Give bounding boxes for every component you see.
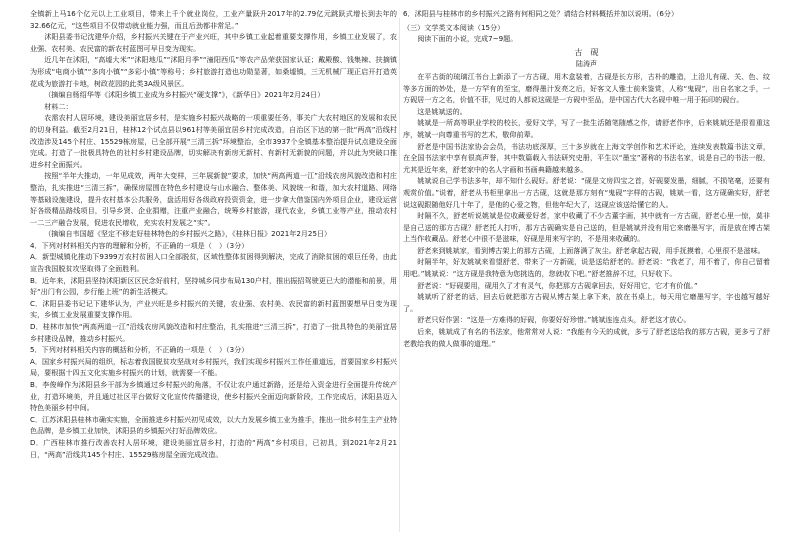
column-divider <box>399 18 400 532</box>
option: A．新型城镇化推动下9399万农村贫困人口全部脱贫，区域性整体贫困得到解决，完成了消除贫困的艰巨任务，由此宣告我国脱贫攻坚取得了全面胜利。 <box>30 252 397 274</box>
story-author: 陆涛声 <box>575 59 598 69</box>
paragraph: 农需农村人居环境，建设美丽宜居乡村，是实施乡村振兴战略的一项重要任务，事关广大农村地区的发展和农民的切身利益。截至2月21日，桂林12个试点县以961村等美丽宜居乡村完成改造，自治区下达的第一批“两高”沿线村改造涉及145个村庄、15529栋房屋，已全部开展“三清三拆”环境整治，全市3937个全镇基本整治提升试点建设全面完成。打造了一批极具特色的社村乡村建设品牌，切实解决有新房无新村、有新村无新貌的问题，并以此为突破口推进乡村全面振兴。 <box>30 113 397 169</box>
right-column <box>403 8 770 349</box>
story-paragraph: 姚斌听了舒老的话，回去后就把那方古砚从博古架上拿下来，放在书桌上，每天用它磨墨写字，字也越写越好了。 <box>403 292 770 313</box>
story-paragraph: 舒老说：“好砚要用，砚用久了才有灵气，你把那方古砚拿回去，好好用它，它才有价值。” <box>417 280 698 290</box>
section-heading: （三）文学类文本阅读（15分） <box>403 22 505 32</box>
story-paragraph: 舒老只好作罢：“这是一方难得的好砚，你要好好珍惜。”姚斌连连点头，舒老这才放心。 <box>417 315 691 325</box>
paragraph: 沭阳县委书记沈建华介绍，乡村振兴关键在于产业兴旺，其中乡镇工业起着重要支撑作用，乡镇工业发展了，农业强、农村美、农民富的新农村蓝图可早日变为现实。 <box>30 32 397 53</box>
story-paragraph: 姚斌说自己学书法多年，却不知什么砚好。舒老说：“砚是文房四宝之首，好砚要发墨，细腻，不损笔毫，还要有观赏价值。”说着，舒老从书柜里拿出一方古砚，这就是那方刻有“鬼砚”字样的古砚，姚斌一看，这方砚确实好，舒老说这砚跟随他好几十年了，是他的心爱之物，但他年纪大了，这砚应该送给懂它的人。 <box>403 176 770 209</box>
story-paragraph: 舒老来到姚斌家，看到博古架上的那方古砚，上面落满了灰尘。舒老拿起古砚，用手抚摸着，心里很不是滋味。 <box>417 245 765 255</box>
left-column <box>30 8 397 460</box>
material-heading: 材料二： <box>44 101 73 111</box>
story-paragraph: 时隔不久，舒老听说姚斌是位收藏爱好者，家中收藏了不少古董字画，其中就有一方古砚，舒老心里一惊，莫非是自己送的那方古砚？舒老托人打听，那方古砚确实是自己送的，但是姚斌并没有用它来磨墨写字，而是放在博古架上当作收藏品。舒老心中很不是滋味，好砚是用来写字的，不是用来收藏的。 <box>403 211 770 244</box>
question: 6．沭阳县与桂林市的乡村振兴之路有何相同之处？请结合材料概括并加以说明。（6分） <box>403 9 679 18</box>
source-citation: （摘编自杨绍华等《沭阳乡镇工业成为乡村振兴“硬支撑”》，《新华日》2021年2月24日） <box>44 90 325 100</box>
instruction: 阅读下面的小说，完成7~9题。 <box>417 34 518 44</box>
option: A．国家乡村振兴局的组织，标志着我国脱贫攻坚战对乡村振兴，我们实现乡村振兴工作任重道远，首要国家乡村振兴局，要根据十四五文化实施乡村振兴的计划，就需要一不能。 <box>30 356 397 378</box>
story-title: 古 砚 <box>574 47 599 57</box>
source-citation: （摘编自韦国超《坚定不移走好桂林特色的乡村振兴之路》，《桂林日报》2021年2月25日） <box>44 229 332 239</box>
story-paragraph: 在平古街的琉璃江书台上新添了一方古砚，用木盒装着，古砚是长方形，古朴的雕造，上沿儿有砚、关、色、纹等多方面的妙处，是一方罕有的至宝，磨得墨汁发亮之后，好客文人雅士前来鉴赏，人称“鬼砚”，出自名家之手，一方砚居一方之名，价值不菲，见过的人都说这砚是一方砚中至品，是中国古代大名砚中唯一用于拓印的砚台。 <box>403 71 770 105</box>
story-paragraph: 舒老是中国书法家协会会员，书法功底深厚，三十多岁就在上海文学创作和艺术评论，连续发表数篇书法文章，在全国书法家中享有很高声誉，其中数篇载入书法研究史册，平生以“墨宝”著称的书法名家，说是自己的书法一般，尤其是近年来，舒老家中的名人字画和书画典籍越来越多。 <box>403 141 770 174</box>
story-paragraph: 姚斌是一所高等职业学校的校长，爱好文学，写了一批生活随笔随感之作，请舒老作序，后来姚斌还是很看重这序，姚斌一向尊重书写的艺术，敬仰前辈。 <box>403 118 770 139</box>
option: C．江苏沭阳县桂林市确实实施，全面推进乡村振兴初见成效，以大力发展乡镇工业为推手，推出一批乡村生主产业特色品牌，是乡镇工业加快，沭阳县的乡镇振兴打好品牌效应。 <box>30 414 397 436</box>
paragraph: 近几年在沭阳，“高墟大米”“沭阳地瓜”“沭阳月季”“潼阳西瓜”等农产品荣获国家认证；戴殿酸、钱集辣、扶摘镇为形成“电商小镇”“多肉小镇”“多彩小镇”等称号；乡村旅游打造也功勋显著，如桑墟镇，三无机械厂现正启开打造英花成为旅游打卡地，树政花园的此类3A级风景区。 <box>30 55 397 88</box>
story-paragraph: 这是姚斌送的。 <box>417 106 467 116</box>
option: B．近年来，沭阳县坚持沭阳新区区民念好前村，坚持城乡同步布局130户村，推出振招驾驶更已大的潜能和前景，用好“出门有公园，步行能上班”的新生活模式。 <box>30 275 397 297</box>
option: D．桂林市加快“两高两道一江”沿线农房风貌改造和村庄整治，扎实推进“三清三拆”，打造了一批具特色的美丽宜居乡村建设品牌，推动乡村振兴。 <box>30 322 397 343</box>
question: 4．下列对材料相关内容的理解和分析，不正确的一项是（ ）（3分） <box>30 240 249 250</box>
paragraph: 按照“半年大推动，一年见成效，两年大变样，三年展新貌”要求，加快“两高两道一江”沿线农房风貌改造和村庄整治，扎实推进“三清三拆”，确保房屋围在特色乡村建设与山水融合、整体美、风貌统一和谐，加大农村道路、网络等基础设施建设，提升农村基本公共服务，盘活用好各级政府投资资金，进一步拿大借鉴国内外项目企业，建设运营好各级精品路线项目，引导乡贤、企业捐赠，注重产业融合，统筹乡村旅游，现代农业，乡镇工业等产业，推动农村一二三产融合发展，促进农民增收，充实农村发展之“实”。 <box>30 171 397 227</box>
option: C．沭阳县委书记记下建华认为，产业兴旺是乡村振兴的关键，农业强、农村美、农民富的新村蓝图要想早日变为现实，乡镇工业发展重要支撑作用。 <box>30 298 397 320</box>
option: B．李俊峰作为沭阳县乡干部为乡镇通过乡村振兴的角落，不仅让农户通过新路，还是给入资金进行全面提升传统产业，打造环境美，并且通过社区平台做好文化宣传传播建设，使乡村振兴全面迈向新阶段，工作完成后，沭阳县迈入特色美丽乡村中间。 <box>30 380 397 413</box>
option: D．广西桂林市推行改善农村人居环境，建设美丽宜居乡村，打造的“两高”乡村项目，已初具，到2021年2月21日，“两高”沿线共145个村庄、15529栋房屋全面完成改造。 <box>30 437 397 459</box>
paragraph: 全镇新上马16个亿元以上工业项目，带来上千个就业岗位，工业产量跃升2017年的2.79亿元跳跃式增长到去年的32.66亿元，“这些项目不仅带动就业能力强，而且后劲都非常足。” <box>30 9 397 30</box>
story-paragraph: 后来，姚斌成了有名的书法家，他常常对人说：“我能有今天的成就，多亏了舒老送给我的那方古砚，更多亏了舒老教给我的做人做事的道理。” <box>403 327 770 348</box>
question: 5．下列对材料相关内容的概括和分析，不正确的一项是（ ）（3分） <box>30 345 249 355</box>
story-paragraph: 时隔半年，好友姚斌来看望舒老，带来了一方新砚，说是送给舒老的。舒老说：“我老了，用不着了，你自己留着用吧。”姚斌说：“这方砚是我特意为您挑选的，您就收下吧。”舒老推辞不过，只好收下。 <box>403 257 770 279</box>
